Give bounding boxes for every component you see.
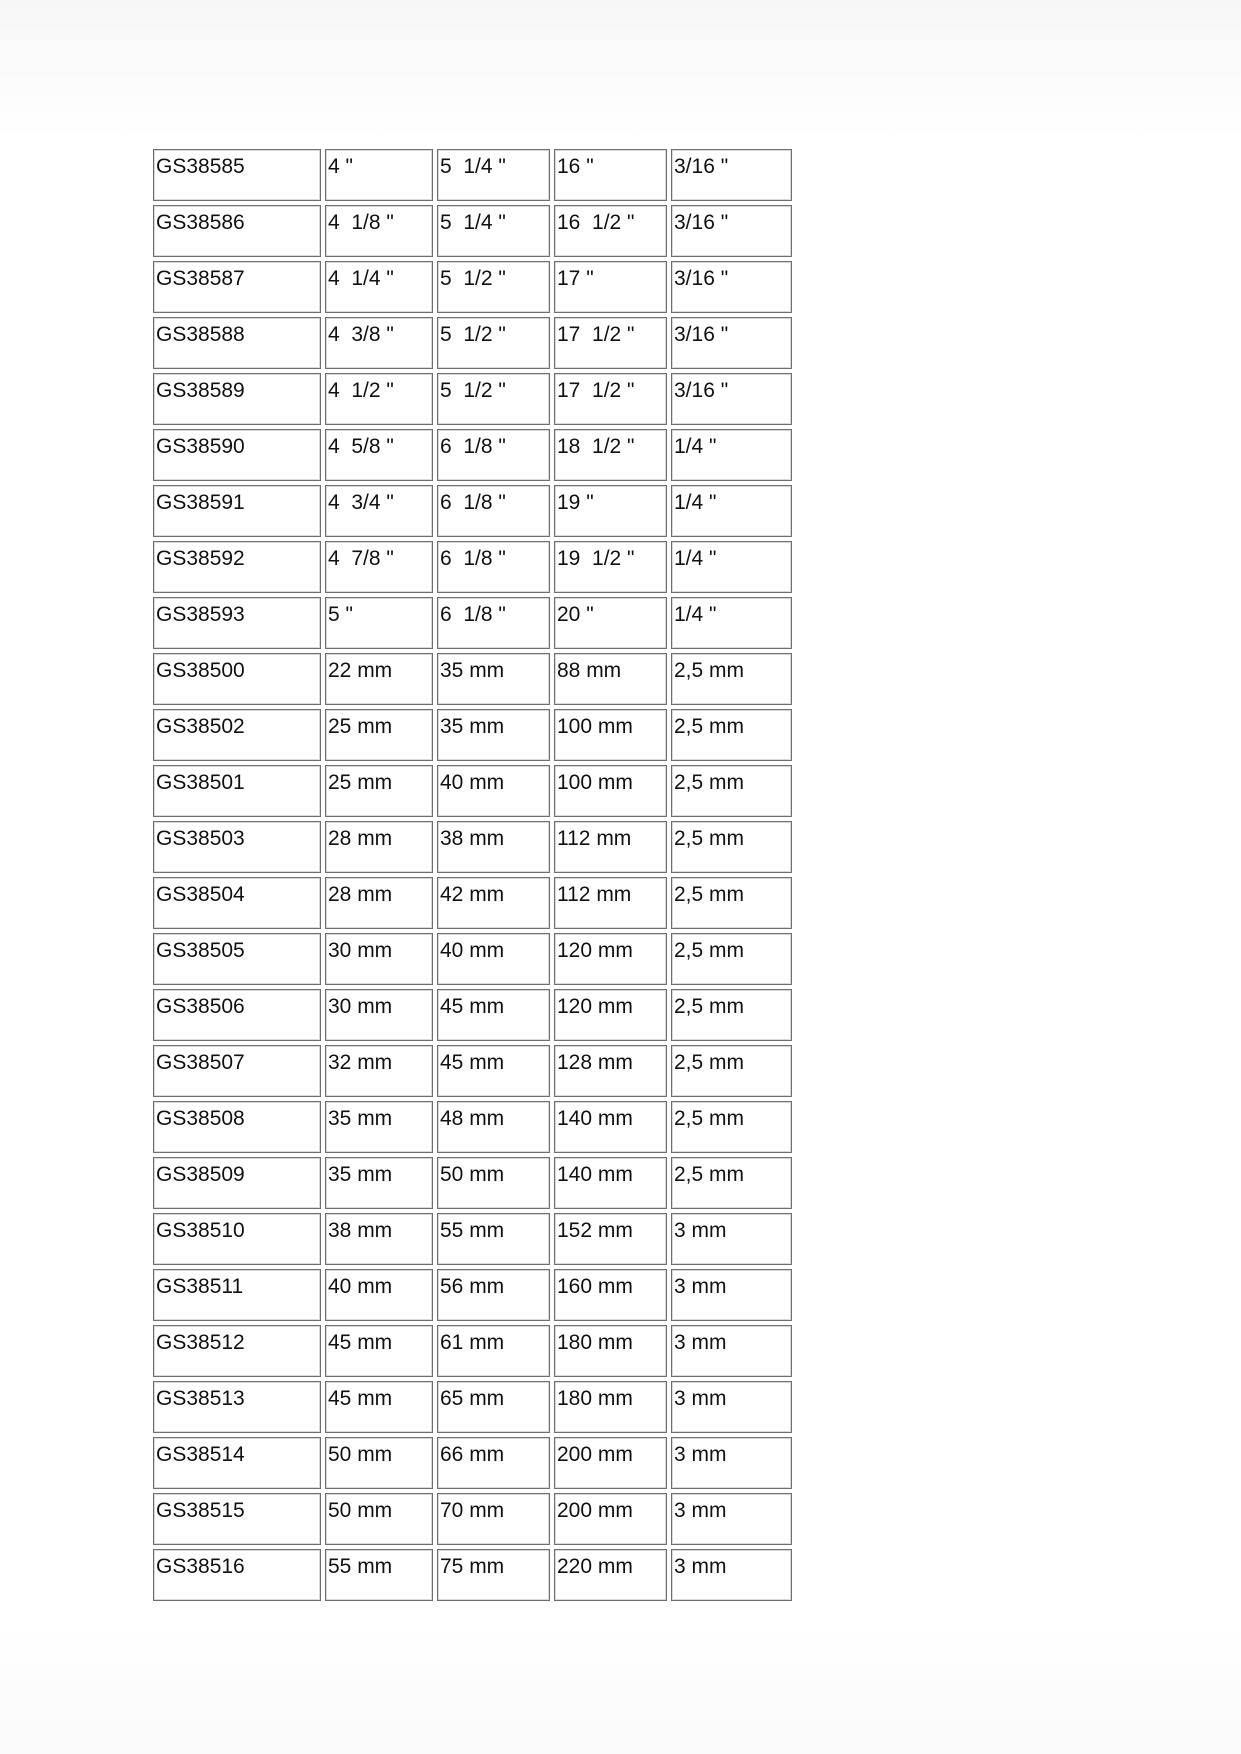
size-cell-3: 200 mm [554, 1437, 667, 1489]
size-cell-1: 38 mm [325, 1213, 433, 1265]
size-cell-4: 1/4 " [671, 597, 792, 649]
size-cell-3: 120 mm [554, 933, 667, 985]
size-cell-1: 28 mm [325, 877, 433, 929]
size-cell-3: 128 mm [554, 1045, 667, 1097]
size-cell-2: 6 1/8 " [437, 597, 550, 649]
size-cell-3: 180 mm [554, 1325, 667, 1377]
size-cell-1: 45 mm [325, 1381, 433, 1433]
size-cell-2: 45 mm [437, 989, 550, 1041]
size-cell-4: 3 mm [671, 1325, 792, 1377]
product-code-cell: GS38590 [153, 429, 321, 481]
size-cell-3: 100 mm [554, 709, 667, 761]
size-cell-4: 1/4 " [671, 541, 792, 593]
size-cell-3: 140 mm [554, 1157, 667, 1209]
size-cell-3: 160 mm [554, 1269, 667, 1321]
size-cell-2: 6 1/8 " [437, 429, 550, 481]
table-row [153, 1101, 792, 1153]
size-cell-4: 3 mm [671, 1493, 792, 1545]
size-cell-1: 25 mm [325, 765, 433, 817]
size-cell-4: 2,5 mm [671, 765, 792, 817]
size-cell-4: 3/16 " [671, 261, 792, 313]
size-cell-3: 120 mm [554, 989, 667, 1041]
size-cell-1: 50 mm [325, 1437, 433, 1489]
product-code-cell: GS38587 [153, 261, 321, 313]
product-code-cell: GS38586 [153, 205, 321, 257]
size-cell-3: 140 mm [554, 1101, 667, 1153]
size-cell-4: 3 mm [671, 1381, 792, 1433]
size-cell-3: 180 mm [554, 1381, 667, 1433]
size-cell-4: 2,5 mm [671, 933, 792, 985]
size-cell-3: 18 1/2 " [554, 429, 667, 481]
table-row [153, 877, 792, 929]
size-cell-4: 3/16 " [671, 373, 792, 425]
table-row [153, 653, 792, 705]
product-code-cell: GS38512 [153, 1325, 321, 1377]
size-cell-1: 30 mm [325, 933, 433, 985]
size-cell-3: 16 1/2 " [554, 205, 667, 257]
table-row [153, 1045, 792, 1097]
size-cell-2: 70 mm [437, 1493, 550, 1545]
table-row [153, 205, 792, 257]
table-row [153, 1493, 792, 1545]
size-cell-1: 4 5/8 " [325, 429, 433, 481]
size-cell-2: 56 mm [437, 1269, 550, 1321]
table-row [153, 317, 792, 369]
size-cell-1: 55 mm [325, 1549, 433, 1601]
table-row [153, 261, 792, 313]
size-cell-2: 50 mm [437, 1157, 550, 1209]
size-cell-3: 220 mm [554, 1549, 667, 1601]
table-row [153, 1437, 792, 1489]
size-cell-2: 40 mm [437, 933, 550, 985]
size-cell-1: 25 mm [325, 709, 433, 761]
size-cell-4: 2,5 mm [671, 1101, 792, 1153]
size-cell-2: 5 1/2 " [437, 317, 550, 369]
size-cell-3: 16 " [554, 149, 667, 201]
product-code-cell: GS38514 [153, 1437, 321, 1489]
size-cell-3: 200 mm [554, 1493, 667, 1545]
product-code-cell: GS38516 [153, 1549, 321, 1601]
table-row [153, 429, 792, 481]
size-cell-1: 4 1/8 " [325, 205, 433, 257]
table-row [153, 373, 792, 425]
size-cell-1: 40 mm [325, 1269, 433, 1321]
size-cell-2: 40 mm [437, 765, 550, 817]
size-cell-1: 4 " [325, 149, 433, 201]
size-cell-2: 6 1/8 " [437, 485, 550, 537]
size-cell-2: 45 mm [437, 1045, 550, 1097]
size-cell-3: 19 " [554, 485, 667, 537]
specification-table [149, 145, 796, 1605]
product-code-cell: GS38513 [153, 1381, 321, 1433]
table-row [153, 1381, 792, 1433]
size-cell-2: 35 mm [437, 709, 550, 761]
size-cell-4: 3 mm [671, 1549, 792, 1601]
product-code-cell: GS38511 [153, 1269, 321, 1321]
size-cell-3: 19 1/2 " [554, 541, 667, 593]
size-cell-1: 45 mm [325, 1325, 433, 1377]
table-row [153, 1213, 792, 1265]
product-code-cell: GS38503 [153, 821, 321, 873]
size-cell-2: 75 mm [437, 1549, 550, 1601]
size-cell-1: 4 1/4 " [325, 261, 433, 313]
size-cell-2: 5 1/2 " [437, 373, 550, 425]
size-cell-1: 28 mm [325, 821, 433, 873]
table-row [153, 597, 792, 649]
size-cell-2: 5 1/4 " [437, 205, 550, 257]
size-cell-2: 48 mm [437, 1101, 550, 1153]
size-cell-4: 3 mm [671, 1437, 792, 1489]
table-row [153, 989, 792, 1041]
size-cell-3: 112 mm [554, 821, 667, 873]
product-code-cell: GS38593 [153, 597, 321, 649]
product-code-cell: GS38505 [153, 933, 321, 985]
size-cell-1: 35 mm [325, 1101, 433, 1153]
size-cell-1: 30 mm [325, 989, 433, 1041]
size-cell-2: 5 1/4 " [437, 149, 550, 201]
product-code-cell: GS38500 [153, 653, 321, 705]
size-cell-2: 55 mm [437, 1213, 550, 1265]
product-code-cell: GS38585 [153, 149, 321, 201]
size-cell-1: 32 mm [325, 1045, 433, 1097]
size-cell-3: 17 1/2 " [554, 373, 667, 425]
product-code-cell: GS38510 [153, 1213, 321, 1265]
product-code-cell: GS38507 [153, 1045, 321, 1097]
size-cell-1: 35 mm [325, 1157, 433, 1209]
product-code-cell: GS38502 [153, 709, 321, 761]
size-cell-3: 100 mm [554, 765, 667, 817]
size-cell-4: 3 mm [671, 1213, 792, 1265]
size-cell-3: 112 mm [554, 877, 667, 929]
table-row [153, 709, 792, 761]
size-cell-4: 2,5 mm [671, 653, 792, 705]
size-cell-2: 35 mm [437, 653, 550, 705]
size-cell-4: 3/16 " [671, 317, 792, 369]
size-cell-4: 2,5 mm [671, 709, 792, 761]
size-cell-1: 4 7/8 " [325, 541, 433, 593]
size-cell-4: 2,5 mm [671, 1157, 792, 1209]
product-code-cell: GS38515 [153, 1493, 321, 1545]
size-cell-4: 3/16 " [671, 205, 792, 257]
table-row [153, 1325, 792, 1377]
size-cell-4: 2,5 mm [671, 877, 792, 929]
size-cell-3: 88 mm [554, 653, 667, 705]
specification-table-body [153, 149, 792, 1601]
product-code-cell: GS38501 [153, 765, 321, 817]
table-row [153, 765, 792, 817]
size-cell-4: 3/16 " [671, 149, 792, 201]
size-cell-2: 61 mm [437, 1325, 550, 1377]
size-cell-1: 4 3/4 " [325, 485, 433, 537]
product-code-cell: GS38588 [153, 317, 321, 369]
size-cell-4: 3 mm [671, 1269, 792, 1321]
table-row [153, 541, 792, 593]
size-cell-3: 20 " [554, 597, 667, 649]
size-cell-2: 66 mm [437, 1437, 550, 1489]
size-cell-4: 1/4 " [671, 429, 792, 481]
size-cell-2: 65 mm [437, 1381, 550, 1433]
product-code-cell: GS38504 [153, 877, 321, 929]
product-code-cell: GS38506 [153, 989, 321, 1041]
table-row [153, 933, 792, 985]
size-cell-3: 17 " [554, 261, 667, 313]
size-cell-4: 1/4 " [671, 485, 792, 537]
size-cell-4: 2,5 mm [671, 989, 792, 1041]
product-code-cell: GS38509 [153, 1157, 321, 1209]
size-cell-2: 42 mm [437, 877, 550, 929]
size-cell-3: 152 mm [554, 1213, 667, 1265]
size-cell-1: 5 " [325, 597, 433, 649]
size-cell-2: 38 mm [437, 821, 550, 873]
product-code-cell: GS38589 [153, 373, 321, 425]
size-cell-1: 4 3/8 " [325, 317, 433, 369]
size-cell-1: 22 mm [325, 653, 433, 705]
table-row [153, 1549, 792, 1601]
size-cell-2: 6 1/8 " [437, 541, 550, 593]
table-row [153, 1269, 792, 1321]
size-cell-4: 2,5 mm [671, 821, 792, 873]
product-code-cell: GS38591 [153, 485, 321, 537]
size-cell-1: 4 1/2 " [325, 373, 433, 425]
product-code-cell: GS38592 [153, 541, 321, 593]
table-row [153, 1157, 792, 1209]
table-row [153, 149, 792, 201]
size-cell-1: 50 mm [325, 1493, 433, 1545]
size-cell-2: 5 1/2 " [437, 261, 550, 313]
size-cell-4: 2,5 mm [671, 1045, 792, 1097]
product-code-cell: GS38508 [153, 1101, 321, 1153]
size-cell-3: 17 1/2 " [554, 317, 667, 369]
table-row [153, 485, 792, 537]
table-row [153, 821, 792, 873]
